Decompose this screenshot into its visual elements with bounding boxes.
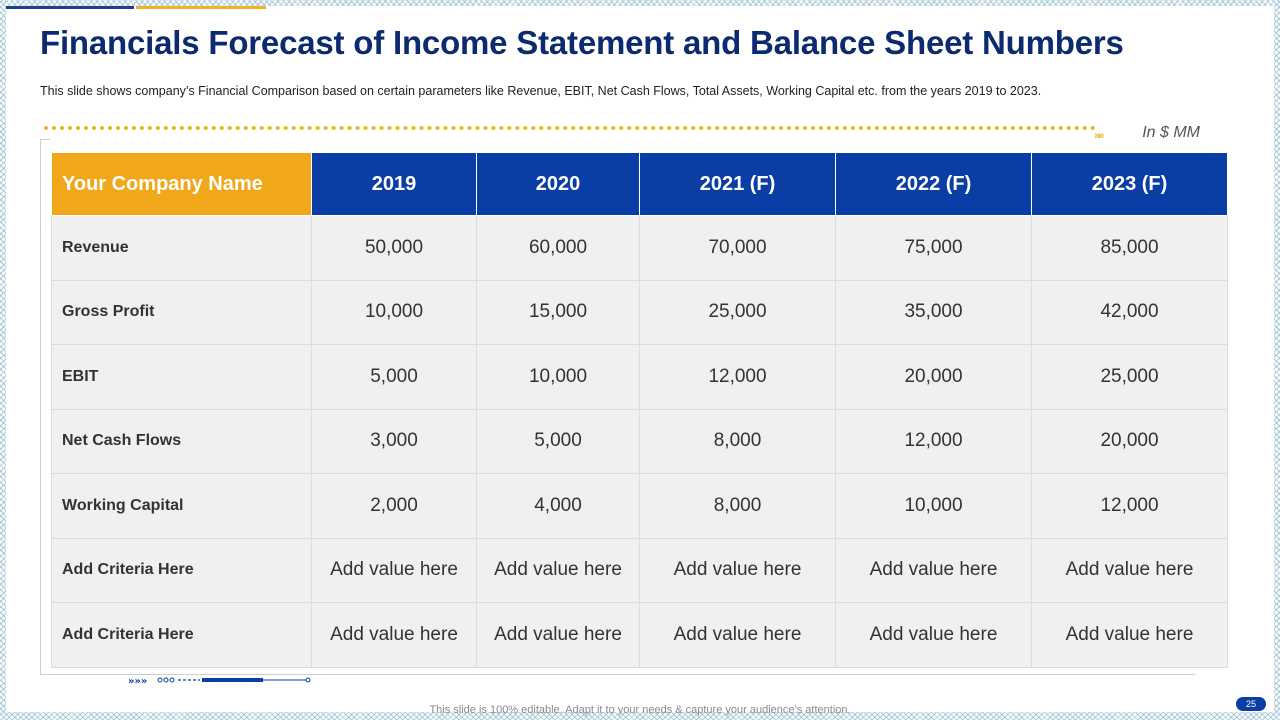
value-cell: 60,000 — [477, 216, 640, 281]
slide-subtitle: This slide shows company’s Financial Comparison based on certain parameters like Revenue, EBIT, Net Cash Flows, Total Assets, Working Capital etc. from the years 2019 to 2023. — [40, 84, 1042, 98]
decorative-progress-line — [128, 675, 318, 685]
value-cell: 5,000 — [477, 409, 640, 474]
value-cell: 75,000 — [836, 216, 1032, 281]
value-cell: 35,000 — [836, 280, 1032, 345]
value-cell: Add value here — [477, 538, 640, 603]
criteria-label: Working Capital — [52, 474, 312, 539]
value-cell: 85,000 — [1032, 216, 1228, 281]
value-cell: 8,000 — [640, 474, 836, 539]
value-cell: Add value here — [312, 603, 477, 668]
value-cell: 20,000 — [1032, 409, 1228, 474]
table-row — [52, 474, 1228, 539]
year-header: 2022 (F) — [836, 153, 1032, 216]
table-row — [52, 280, 1228, 345]
value-cell: 10,000 — [312, 280, 477, 345]
table-header-row — [52, 153, 1228, 216]
value-cell: 20,000 — [836, 345, 1032, 410]
table-row — [52, 409, 1228, 474]
company-name-header: Your Company Name — [52, 153, 312, 216]
table-row — [52, 216, 1228, 281]
dotted-divider — [44, 126, 1096, 130]
criteria-label: Add Criteria Here — [52, 538, 312, 603]
top-accent-bar-blue — [6, 6, 134, 9]
value-cell: 12,000 — [640, 345, 836, 410]
value-cell: 8,000 — [640, 409, 836, 474]
top-accent-bar-gold — [136, 6, 266, 9]
table-row — [52, 345, 1228, 410]
value-cell: Add value here — [477, 603, 640, 668]
value-cell: 50,000 — [312, 216, 477, 281]
footer-note: This slide is 100% editable. Adapt it to your needs & capture your audience’s attention. — [429, 704, 851, 716]
criteria-label: Revenue — [52, 216, 312, 281]
criteria-label: Net Cash Flows — [52, 409, 312, 474]
value-cell: Add value here — [312, 538, 477, 603]
year-header: 2020 — [477, 153, 640, 216]
value-cell: 2,000 — [312, 474, 477, 539]
table-row — [52, 603, 1228, 668]
value-cell: 15,000 — [477, 280, 640, 345]
unit-label: In $ MM — [1142, 124, 1200, 141]
value-cell: Add value here — [1032, 603, 1228, 668]
value-cell: 70,000 — [640, 216, 836, 281]
criteria-label: Add Criteria Here — [52, 603, 312, 668]
chevron-arrows-icon: »» — [1094, 130, 1103, 142]
year-header: 2019 — [312, 153, 477, 216]
table-frame-top — [40, 139, 50, 140]
table-row — [52, 538, 1228, 603]
value-cell: Add value here — [836, 538, 1032, 603]
slide-title: Financials Forecast of Income Statement and Balance Sheet Numbers — [40, 24, 1124, 61]
value-cell: 5,000 — [312, 345, 477, 410]
value-cell: 10,000 — [477, 345, 640, 410]
page-number-badge: 25 — [1236, 697, 1266, 711]
value-cell: 4,000 — [477, 474, 640, 539]
value-cell: 10,000 — [836, 474, 1032, 539]
financials-table — [51, 152, 1228, 668]
value-cell: 12,000 — [836, 409, 1032, 474]
value-cell: Add value here — [836, 603, 1032, 668]
value-cell: Add value here — [1032, 538, 1228, 603]
criteria-label: Gross Profit — [52, 280, 312, 345]
year-header: 2023 (F) — [1032, 153, 1228, 216]
value-cell: 25,000 — [640, 280, 836, 345]
value-cell: 25,000 — [1032, 345, 1228, 410]
svg-text:»»»: »»» — [128, 676, 148, 685]
slide — [6, 6, 1274, 716]
value-cell: Add value here — [640, 538, 836, 603]
year-header: 2021 (F) — [640, 153, 836, 216]
value-cell: Add value here — [640, 603, 836, 668]
criteria-label: EBIT — [52, 345, 312, 410]
value-cell: 12,000 — [1032, 474, 1228, 539]
value-cell: 42,000 — [1032, 280, 1228, 345]
value-cell: 3,000 — [312, 409, 477, 474]
